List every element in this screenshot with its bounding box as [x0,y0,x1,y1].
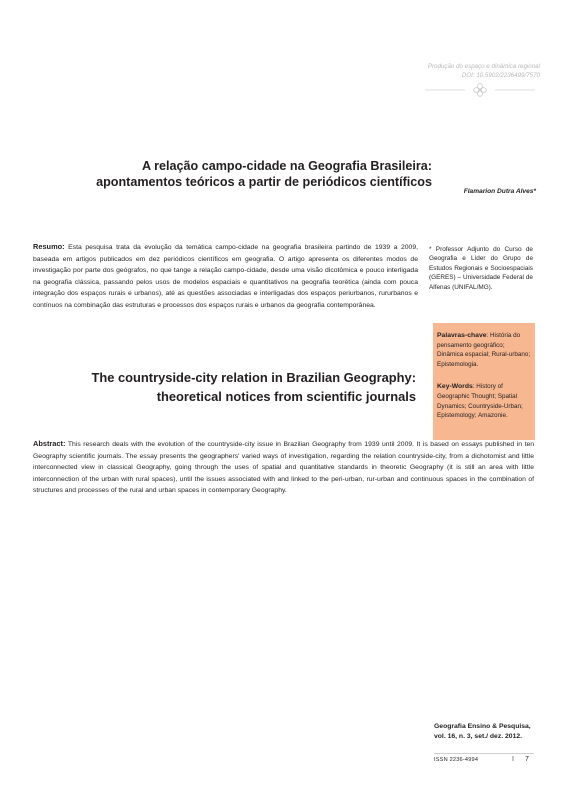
journal-section-title: Produção do espaço e dinâmica regional [427,63,540,70]
author-name: Flamarion Dutra Alves* [463,188,536,195]
abstract-pt-label: Resumo: [33,242,65,251]
keywords-en-text: : History of Geographic Thought; Spatial Dynamics; Countryside-Urban; Epistemology; Amazonie. [437,383,523,420]
doi-label: DOI: 10.5902/2236499/7570 [461,72,540,79]
citation-line-1: Geografia Ensino & Pesquisa, [434,723,531,730]
page-number: 7 [525,756,529,763]
author-footnote: * Professor Adjunto do Curso de Geografia e Líder do Grupo de Estudos Regionais e Socioespaciais (GERES) – Universidade Federal de Alfenas (UNIFAL/MG). [429,246,533,291]
title-en-line-1: The countryside-city relation in Brazilian Geography: [91,370,416,385]
journal-citation [434,722,544,741]
keywords-box [433,323,535,440]
keywords-pt [437,331,532,369]
journal-header [390,62,540,80]
keywords-pt-text: : História do pensamento geográfico; Dinâmica espacial; Rural-urbano; Epistemologia. [437,332,531,368]
abstract-pt-text: Esta pesquisa trata da evolução da temática campo-cidade na geografia brasileira partindo de 1939 a 2009, baseada em artigos publicados em dez periódicos científicos em geografia. O artigo apresenta os diferentes modos de investigação por parte dos geógrafos, no que tange a relação campo-cidade, desde uma visão dicotômica e pouco interligada na geografia clássica, passando pelos usos de modelos espaciais e quantitativos na geografia teorética (ainda com pouca integração dos espaços rurais e urbanos), até as questões associadas e interligadas dos espaços periurbanos, rururbanos e contínuos na combinação das estruturas e processos dos espaços rurais e urbanos da geografia contemporânea. [33,244,418,309]
footer-divider [434,753,534,754]
title-pt-line-2: apontamentos teóricos a partir de periódicos científicos [96,174,432,189]
abstract-en-label: Abstract: [33,439,66,448]
ornament-divider-icon [425,83,535,97]
keywords-en-label: Key-Words [437,383,473,391]
abstract-pt [33,241,418,311]
page-separator: I [512,756,514,763]
title-en-line-2: theoretical notices from scientific journals [156,389,416,404]
abstract-en [33,438,534,497]
article-title-pt [12,159,432,190]
issn-label: ISSN 2236-4994 [434,757,479,763]
citation-line-2: vol. 16, n. 3, set./ dez. 2012. [434,732,523,740]
keywords-pt-label: Palavras-chave [437,332,487,339]
title-pt-line-1: A relação campo-cidade na Geografia Brasileira: [141,159,432,173]
article-title-en [0,368,416,406]
abstract-en-text: This research deals with the evolution of the countryside-city issue in Brazilian Geography from 1939 until 2009. It is based on essays published in ten Geography scientific journals. The essay presents the geographers' varied ways of investigation, regarding the relation countryside-city, from a dichotomist and little interconnected view in classical Geography, going through the uses of spatial and quantitative standards in theoretic Geography (it is still an area with little interconnection of the urban with rural spaces), until the issues associated with and linked to the peri-urban, rur-urban and continuous spaces in the combination of structures and processes of the rural and urban spaces in contemporary Geography. [33,441,535,495]
keywords-en [437,382,532,420]
